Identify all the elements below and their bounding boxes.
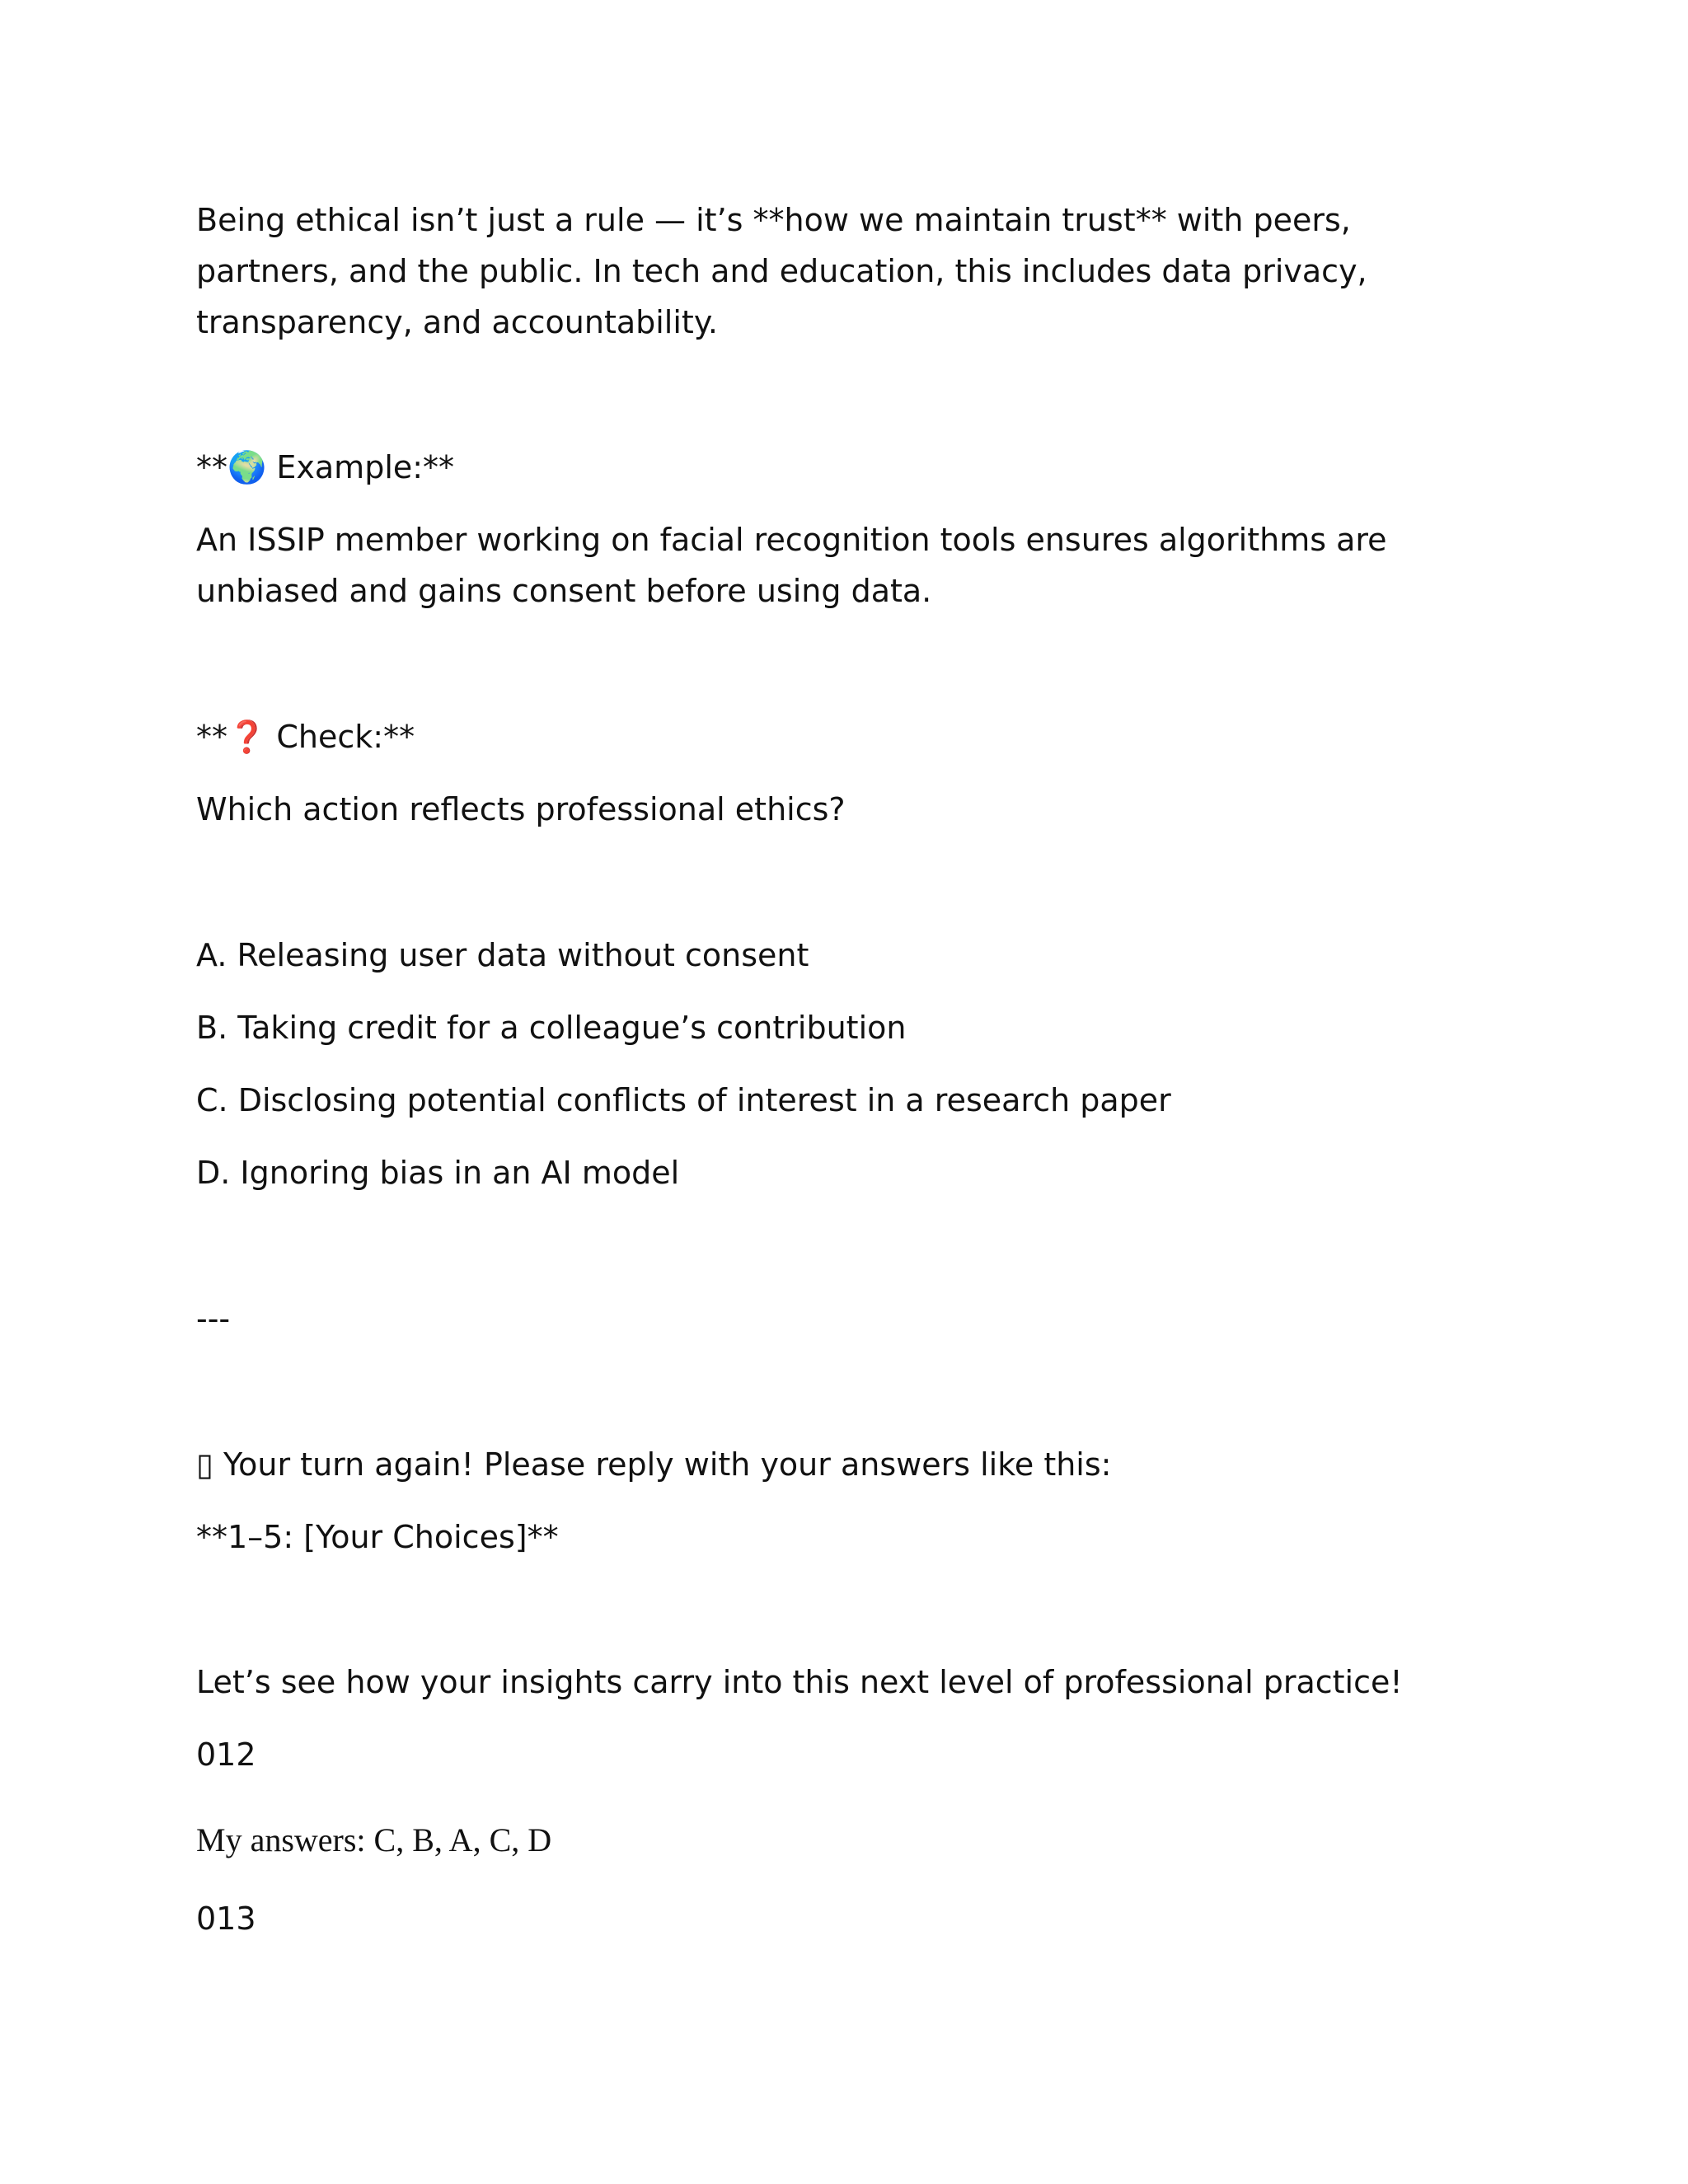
- example-heading: **🌍 Example:**: [196, 449, 455, 485]
- user-answer: My answers: C, B, A, C, D: [196, 1821, 552, 1858]
- option-d: D. Ignoring bias in an AI model: [196, 1155, 680, 1191]
- page-marker-012: 012: [196, 1736, 256, 1773]
- separator: ---: [196, 1301, 231, 1337]
- closing-line: Let’s see how your insights carry into this next level of professional practice!: [196, 1664, 1403, 1700]
- page-marker-013: 013: [196, 1900, 256, 1937]
- option-a: A. Releasing user data without consent: [196, 937, 809, 973]
- intro-line-1: Being ethical isn’t just a rule — it’s **how we maintain trust** with peers,: [196, 202, 1351, 238]
- intro-line-2: partners, and the public. In tech and education, this includes data privacy,: [196, 253, 1367, 289]
- check-question: Which action reflects professional ethics?: [196, 791, 846, 827]
- check-heading: **❓ Check:**: [196, 719, 415, 755]
- example-text-line-1: An ISSIP member working on facial recognition tools ensures algorithms are: [196, 522, 1387, 558]
- prompt-line: ▯ Your turn again! Please reply with your answers like this:: [196, 1446, 1112, 1483]
- option-c: C. Disclosing potential conflicts of interest in a research paper: [196, 1082, 1171, 1118]
- example-text-line-2: unbiased and gains consent before using data.: [196, 573, 932, 609]
- format-line: **1–5: [Your Choices]**: [196, 1519, 559, 1555]
- option-b: B. Taking credit for a colleague’s contribution: [196, 1010, 907, 1046]
- intro-line-3: transparency, and accountability.: [196, 304, 718, 340]
